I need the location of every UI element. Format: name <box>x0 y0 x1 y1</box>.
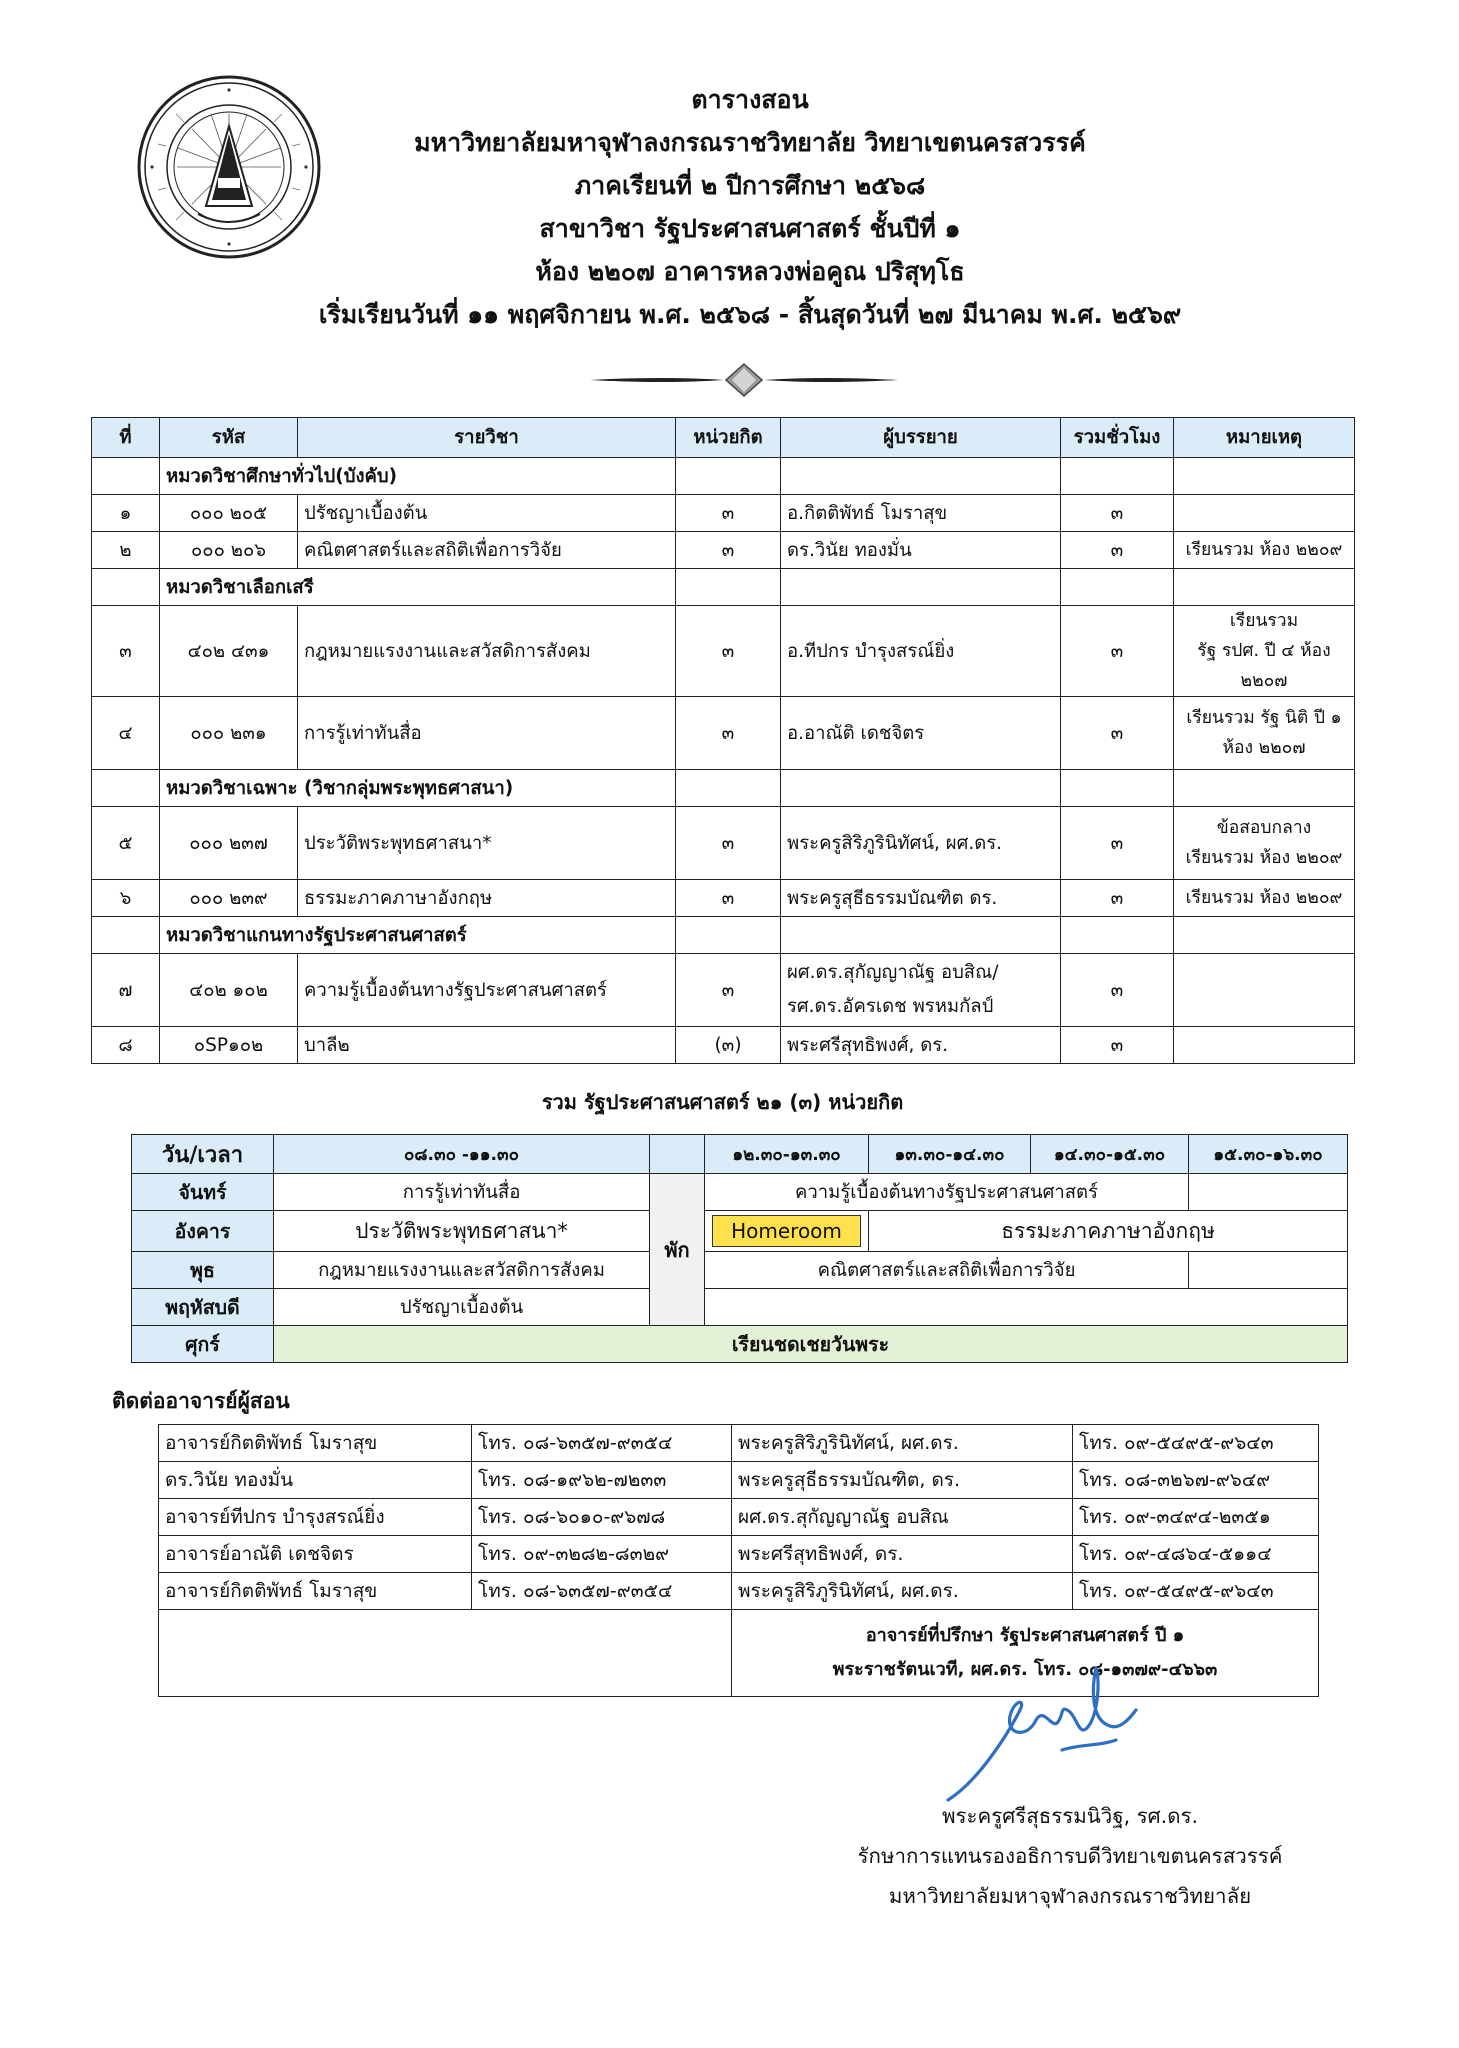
total-credits: รวม รัฐประศาสนศาสตร์ ๒๑ (๓) หน่วยกิต <box>541 1090 904 1114</box>
course-hours: ๓ <box>1061 807 1174 880</box>
remark-line: ห้อง ๒๒๐๗ <box>1222 738 1306 758</box>
contact-row <box>159 1573 1319 1610</box>
course-row <box>92 697 1355 770</box>
contact-phone: โทร. ๐๘-๓๒๖๗-๙๖๔๙ <box>1073 1462 1319 1499</box>
advisor-title: อาจารย์ที่ปรึกษา รัฐประศาสนศาสตร์ ปี ๑ <box>865 1625 1185 1646</box>
contact-name: อาจารย์กิตติพัทธ์ โมราสุข <box>159 1573 472 1610</box>
contact-phone: โทร. ๐๘-๑๙๖๒-๗๒๓๓ <box>472 1462 732 1499</box>
course-no: ๕ <box>92 807 160 880</box>
timetable-cell: การรู้เท่าทันสื่อ <box>274 1174 650 1211</box>
course-code: ๐๐๐ ๒๓๗ <box>160 807 298 880</box>
time-slot: ๑๕.๓๐-๑๖.๓๐ <box>1189 1135 1348 1174</box>
advisor-name-phone: พระราชรัตนเวที, ผศ.ดร. โทร. ๐๘-๑๓๗๙-๔๖๖๓ <box>832 1659 1218 1680</box>
course-hours: ๓ <box>1061 606 1174 697</box>
course-name: กฎหมายแรงงานและสวัสดิการสังคม <box>298 606 676 697</box>
col-header-hours: รวมชั่วโมง <box>1061 418 1174 458</box>
group-title: หมวดวิชาแกนทางรัฐประศาสนศาสตร์ <box>160 917 676 954</box>
course-name: ความรู้เบื้องต้นทางรัฐประศาสนศาสตร์ <box>298 954 676 1027</box>
course-name: คณิตศาสตร์และสถิติเพื่อการวิจัย <box>298 532 676 569</box>
course-credit: ๓ <box>676 606 781 697</box>
course-remark <box>1174 954 1355 1027</box>
course-table-header <box>92 418 1355 458</box>
contact-name: อาจารย์อาณัติ เดชจิตร <box>159 1536 472 1573</box>
course-remark: เรียนรวม ห้อง ๒๒๐๙ <box>1174 880 1355 917</box>
timetable-header <box>132 1135 1348 1174</box>
course-remark <box>1174 807 1355 880</box>
course-row <box>92 1027 1355 1064</box>
course-hours: ๓ <box>1061 697 1174 770</box>
course-name: บาลี๒ <box>298 1027 676 1064</box>
course-remark <box>1174 606 1355 697</box>
timetable-row <box>132 1289 1348 1326</box>
contact-name: ผศ.ดร.สุกัญญาณัฐ อบสิณ <box>732 1499 1073 1536</box>
course-name: ธรรมะภาคภาษาอังกฤษ <box>298 880 676 917</box>
course-hours: ๓ <box>1061 954 1174 1027</box>
course-no: ๘ <box>92 1027 160 1064</box>
header-semester: ภาคเรียนที่ ๒ ปีการศึกษา ๒๕๖๘ <box>574 171 926 200</box>
course-no: ๖ <box>92 880 160 917</box>
timetable-corner: วัน/เวลา <box>132 1135 274 1174</box>
contact-phone: โทร. ๐๙-๕๔๙๕-๙๖๔๓ <box>1073 1573 1319 1610</box>
header-university: มหาวิทยาลัยมหาจุฬาลงกรณราชวิทยาลัย วิทยาเขตนครสวรรค์ <box>414 128 1086 157</box>
timetable-cell-empty <box>1189 1174 1348 1211</box>
course-code: ๔๐๒ ๔๓๑ <box>160 606 298 697</box>
group-title: หมวดวิชาเฉพาะ (วิชากลุ่มพระพุทธศาสนา) <box>160 770 676 807</box>
contact-name: พระศรีสุทธิพงศ์, ดร. <box>732 1536 1073 1573</box>
contact-name: อาจารย์ทีปกร บำรุงสรณ์ยิ่ง <box>159 1499 472 1536</box>
col-header-no: ที่ <box>92 418 160 458</box>
timetable-cell: ประวัติพระพุทธศาสนา* <box>274 1211 650 1252</box>
contact-name: พระครูสุธีธรรมบัณฑิต, ดร. <box>732 1462 1073 1499</box>
course-no: ๑ <box>92 495 160 532</box>
contact-phone: โทร. ๐๙-๔๘๖๔-๕๑๑๔ <box>1073 1536 1319 1573</box>
course-credit: ๓ <box>676 807 781 880</box>
course-credit: ๓ <box>676 697 781 770</box>
col-header-subject: รายวิชา <box>298 418 676 458</box>
course-group-row <box>92 458 1355 495</box>
contact-row <box>159 1462 1319 1499</box>
timetable-cell: ธรรมะภาคภาษาอังกฤษ <box>869 1211 1348 1252</box>
contact-phone: โทร. ๐๙-๕๔๙๕-๙๖๔๓ <box>1073 1425 1319 1462</box>
timetable-row <box>132 1211 1348 1252</box>
course-no: ๔ <box>92 697 160 770</box>
lecturer-contacts-table <box>158 1424 1319 1697</box>
lecturer-line: รศ.ดร.อัครเดช พรหมกัลป์ <box>787 996 994 1017</box>
timetable-row <box>132 1252 1348 1289</box>
break-header <box>650 1135 705 1174</box>
day-label: พฤหัสบดี <box>132 1289 274 1326</box>
timetable-cell-empty <box>705 1289 1348 1326</box>
header-dates: เริ่มเรียนวันที่ ๑๑ พฤศจิกายน พ.ศ. ๒๕๖๘ - สิ้นสุดวันที่ ๒๗ มีนาคม พ.ศ. ๒๕๖๙ <box>318 300 1182 329</box>
course-hours: ๓ <box>1061 495 1174 532</box>
course-code: ๐๐๐ ๒๓๙ <box>160 880 298 917</box>
course-code: ๐SP๑๐๒ <box>160 1027 298 1064</box>
contact-name: พระครูสิริภูรินิทัศน์, ผศ.ดร. <box>732 1425 1073 1462</box>
course-hours: ๓ <box>1061 1027 1174 1064</box>
course-lecturer: อ.ทีปกร บำรุงสรณ์ยิ่ง <box>781 606 1061 697</box>
course-remark <box>1174 495 1355 532</box>
day-label: จันทร์ <box>132 1174 274 1211</box>
day-label: พุธ <box>132 1252 274 1289</box>
course-row <box>92 807 1355 880</box>
course-group-row <box>92 917 1355 954</box>
timetable-row <box>132 1326 1348 1363</box>
course-no: ๒ <box>92 532 160 569</box>
course-lecturer: อ.อาณัติ เดชจิตร <box>781 697 1061 770</box>
course-credit: (๓) <box>676 1027 781 1064</box>
weekly-timetable <box>131 1134 1348 1363</box>
homeroom-cell <box>705 1211 869 1252</box>
signer-block <box>820 1796 1320 1916</box>
contact-name: พระครูสิริภูรินิทัศน์, ผศ.ดร. <box>732 1573 1073 1610</box>
contact-phone: โทร. ๐๘-๖๐๑๐-๙๖๗๘ <box>472 1499 732 1536</box>
signer-organization: มหาวิทยาลัยมหาจุฬาลงกรณราชวิทยาลัย <box>888 1884 1252 1908</box>
header-room: ห้อง ๒๒๐๗ อาคารหลวงพ่อคูณ ปริสุทฺโธ <box>535 257 965 286</box>
course-no: ๗ <box>92 954 160 1027</box>
contacts-heading: ติดต่ออาจารย์ผู้สอน <box>112 1389 290 1413</box>
course-hours: ๓ <box>1061 532 1174 569</box>
col-header-remark: หมายเหตุ <box>1174 418 1355 458</box>
timetable-row <box>132 1174 1348 1211</box>
course-code: ๐๐๐ ๒๓๑ <box>160 697 298 770</box>
course-group-row <box>92 770 1355 807</box>
contact-name: ดร.วินัย ทองมั่น <box>159 1462 472 1499</box>
course-credit: ๓ <box>676 880 781 917</box>
advisor-empty-cell <box>159 1610 732 1697</box>
remark-line: เรียนรวม <box>1229 611 1299 631</box>
timetable-cell: ปรัชญาเบื้องต้น <box>274 1289 650 1326</box>
time-slot: ๑๒.๓๐-๑๓.๓๐ <box>705 1135 869 1174</box>
header-title: ตารางสอน <box>691 85 809 114</box>
remark-line: เรียนรวม รัฐ นิติ ปี ๑ <box>1186 708 1342 728</box>
course-lecturer: ดร.วินัย ทองมั่น <box>781 532 1061 569</box>
course-row <box>92 532 1355 569</box>
course-name: ปรัชญาเบื้องต้น <box>298 495 676 532</box>
col-header-code: รหัส <box>160 418 298 458</box>
course-row <box>92 495 1355 532</box>
course-hours: ๓ <box>1061 880 1174 917</box>
course-code: ๐๐๐ ๒๐๕ <box>160 495 298 532</box>
course-lecturer: พระครูสุธีธรรมบัณฑิต ดร. <box>781 880 1061 917</box>
header-program: สาขาวิชา รัฐประศาสนศาสตร์ ชั้นปีที่ ๑ <box>539 214 961 243</box>
course-lecturer <box>781 954 1061 1027</box>
timetable-cell: ความรู้เบื้องต้นทางรัฐประศาสนศาสตร์ <box>705 1174 1189 1211</box>
course-credit: ๓ <box>676 495 781 532</box>
contact-phone: โทร. ๐๘-๖๓๕๗-๙๓๕๔ <box>472 1425 732 1462</box>
group-title: หมวดวิชาเลือกเสรี <box>160 569 676 606</box>
course-remark <box>1174 697 1355 770</box>
group-title: หมวดวิชาศึกษาทั่วไป(บังคับ) <box>160 458 676 495</box>
course-row <box>92 880 1355 917</box>
course-remark <box>1174 1027 1355 1064</box>
ornament-divider <box>586 362 902 398</box>
document-header <box>300 78 1200 336</box>
course-lecturer: พระศรีสุทธิพงศ์, ดร. <box>781 1027 1061 1064</box>
time-slot: ๐๘.๓๐ -๑๑.๓๐ <box>274 1135 650 1174</box>
contact-phone: โทร. ๐๙-๓๒๘๒-๘๓๒๙ <box>472 1536 732 1573</box>
remark-line: เรียนรวม ห้อง ๒๒๐๙ <box>1185 848 1343 868</box>
course-code: ๔๐๒ ๑๐๒ <box>160 954 298 1027</box>
course-lecturer: พระครูสิริภูรินิทัศน์, ผศ.ดร. <box>781 807 1061 880</box>
day-label: อังคาร <box>132 1211 274 1252</box>
course-group-row <box>92 569 1355 606</box>
course-row <box>92 954 1355 1027</box>
homeroom-badge: Homeroom <box>712 1215 861 1247</box>
timetable-cell-empty <box>1189 1252 1348 1289</box>
contact-phone: โทร. ๐๘-๖๓๕๗-๙๓๕๔ <box>472 1573 732 1610</box>
course-lecturer: อ.กิตติพัทธ์ โมราสุข <box>781 495 1061 532</box>
time-slot: ๑๔.๓๐-๑๕.๓๐ <box>1031 1135 1189 1174</box>
course-table <box>91 417 1355 1064</box>
signer-position: รักษาการแทนรองอธิการบดีวิทยาเขตนครสวรรค์ <box>857 1844 1283 1868</box>
remark-line: ข้อสอบกลาง <box>1216 818 1312 838</box>
lecturer-line: ผศ.ดร.สุกัญญาณัฐ อบสิณ/ <box>787 962 999 983</box>
timetable-cell: คณิตศาสตร์และสถิติเพื่อการวิจัย <box>705 1252 1189 1289</box>
signer-name: พระครูศรีสุธรรมนิวิฐ, รศ.ดร. <box>941 1804 1199 1828</box>
contact-row <box>159 1499 1319 1536</box>
col-header-credit: หน่วยกิต <box>676 418 781 458</box>
time-slot: ๑๓.๓๐-๑๔.๓๐ <box>869 1135 1031 1174</box>
lunch-break: พัก <box>650 1174 705 1326</box>
course-name: การรู้เท่าทันสื่อ <box>298 697 676 770</box>
course-row <box>92 606 1355 697</box>
contact-phone: โทร. ๐๙-๓๔๙๔-๒๓๕๑ <box>1073 1499 1319 1536</box>
contact-row <box>159 1536 1319 1573</box>
course-no: ๓ <box>92 606 160 697</box>
course-name: ประวัติพระพุทธศาสนา* <box>298 807 676 880</box>
remark-line: รัฐ รปศ. ปี ๔ ห้อง ๒๒๐๗ <box>1197 641 1331 691</box>
course-credit: ๓ <box>676 532 781 569</box>
university-seal-logo <box>136 74 322 260</box>
course-remark: เรียนรวม ห้อง ๒๒๐๙ <box>1174 532 1355 569</box>
timetable-cell: กฎหมายแรงงานและสวัสดิการสังคม <box>274 1252 650 1289</box>
course-credit: ๓ <box>676 954 781 1027</box>
day-label: ศุกร์ <box>132 1326 274 1363</box>
col-header-lecturer: ผู้บรรยาย <box>781 418 1061 458</box>
timetable-cell-friday: เรียนชดเชยวันพระ <box>274 1326 1348 1363</box>
contact-row <box>159 1425 1319 1462</box>
contact-name: อาจารย์กิตติพัทธ์ โมราสุข <box>159 1425 472 1462</box>
course-code: ๐๐๐ ๒๐๖ <box>160 532 298 569</box>
